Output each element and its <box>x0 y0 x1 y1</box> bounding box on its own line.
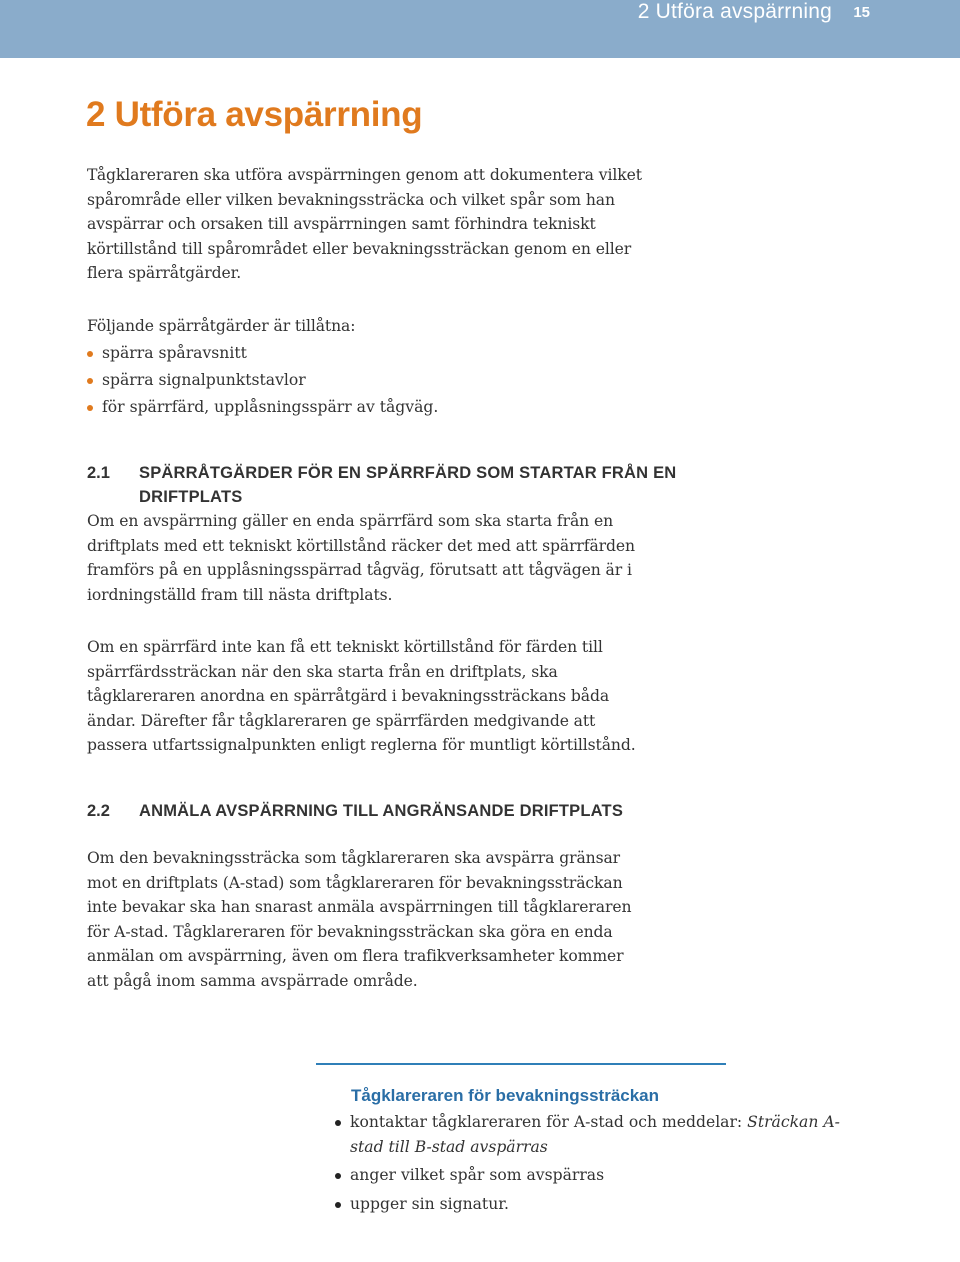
bullet-dot-icon <box>87 378 93 384</box>
list-item <box>333 1110 873 1159</box>
section-title: SPÄRRÅTGÄRDER FÖR EN SPÄRRFÄRD SOM STARTAR FRÅN EN DRIFTPLATS <box>139 464 677 506</box>
section-heading-2-2 <box>87 799 679 823</box>
list-item <box>333 1192 873 1217</box>
intro-paragraph: Tågklareraren ska utföra avspärrningen genom att dokumentera vilket spårområde eller vilken bevakningssträcka och vilket spår som han avspärrar och orsaken till avspärrningen samt förhindra tekniskt körtillstånd till spårområdet eller bevakningssträckan genom en eller flera spärråtgärder. <box>87 166 642 283</box>
bullet-dot-icon <box>87 405 93 411</box>
bullet-dot-icon <box>335 1120 341 1126</box>
callout-item-quote: Sträckan A-stad till B-stad avspärras <box>350 1113 840 1156</box>
running-header-chapter: 2 Utföra avspärrning <box>637 0 832 23</box>
callout-item-text: uppger sin signatur. <box>350 1194 509 1213</box>
list-item: spärra spåravsnitt <box>87 340 438 367</box>
section-2-1-paragraph-2: Om en spärrfärd inte kan få ett tekniskt körtillstånd för färden till spärrfärdssträckan när den ska starta från en driftplats, ska tågklareraren anordna en spärråtgärd i bevakningssträckans båda ändar. Därefter får tågklareraren ge spärrfärden medgivande att passera utfartssignalpunkten enligt reglerna för muntligt körtillstånd. <box>87 638 636 755</box>
callout-item-text: kontaktar tågklareraren för A-stad och meddelar: <box>350 1113 748 1131</box>
list-item: för spärrfärd, upplåsningsspärr av tågväg. <box>87 394 438 421</box>
chapter-title: 2 Utföra avspärrning <box>86 95 423 134</box>
callout-box-list <box>333 1110 873 1220</box>
page-number: 15 <box>853 4 870 21</box>
bullet-dot-icon <box>335 1173 341 1179</box>
section-title: ANMÄLA AVSPÄRRNING TILL ANGRÄNSANDE DRIFTPLATS <box>139 802 624 820</box>
bullet-dot-icon <box>87 351 93 357</box>
page-header-bar <box>0 0 960 58</box>
section-heading-2-1 <box>87 461 679 509</box>
list-item: spärra signalpunktstavlor <box>87 367 438 394</box>
section-2-1-paragraph-1: Om en avspärrning gäller en enda spärrfärd som ska starta från en driftplats med ett tekniskt körtillstånd räcker det med att spärrfärden framförs på en upplåsningsspärrad tågväg, förutsatt att tågvägen är i iordningställd fram till nästa driftplats. <box>87 512 635 604</box>
list-item <box>333 1163 873 1188</box>
section-number: 2.1 <box>87 464 110 482</box>
measures-list <box>87 340 438 421</box>
section-number: 2.2 <box>87 802 110 820</box>
callout-item-text: anger vilket spår som avspärras <box>350 1166 605 1185</box>
callout-box-title: Tågklareraren för bevakningssträckan <box>351 1086 660 1105</box>
section-2-2-paragraph-1: Om den bevakningssträcka som tågklareraren ska avspärra gränsar mot en driftplats (A-stad) som tågklareraren för bevakningssträckan inte bevakar ska han snarast anmäla avspärrningen till tågklareraren för A-stad. Tågklareraren för bevakningssträckan ska göra en enda anmälan om avspärrning, även om flera trafikverksamheter kommer att pågå inom samma avspärrade område. <box>87 849 632 990</box>
callout-box-rule <box>316 1063 726 1065</box>
measures-intro: Följande spärråtgärder är tillåtna: <box>87 317 356 335</box>
bullet-dot-icon <box>335 1202 341 1208</box>
